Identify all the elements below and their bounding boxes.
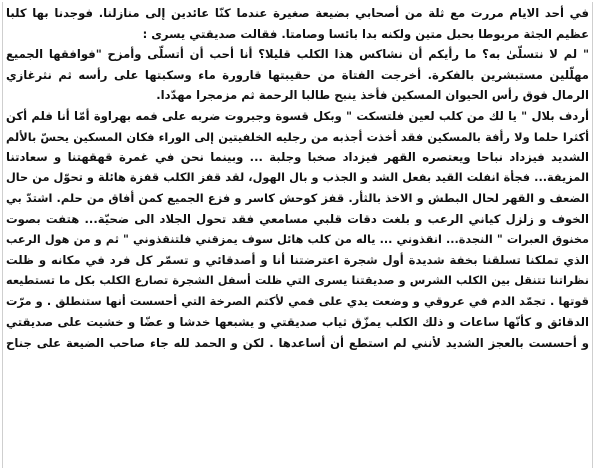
text-line-9: المزيفة... فجأة انفلت القيد بفعل الشد و الجذب و بال الهول، لقد قفز الكلب قفزة هائلة و تحوّل من حال xyxy=(6,170,589,184)
text-line-1: في أحد الايام مررت مع ثلة من أصحابي بضيعة صغيرة عندما كنّا عائدين إلى منازلنا. فوجدنا بها كلبا xyxy=(6,6,589,20)
text-line-4: مهلّلين مستبشرين بالفكرة. أخرجت الفتاة من حقيبتها قارورة ماء وسكبتها على رأسه ثم نثرغازي xyxy=(6,67,589,82)
text-line-6: أردف بلال " يا لك من كلب لعين فلتسكت " وبكل قسوة وجبروت ضربه على فمه بهراوة أمّا أنا فلم أكن xyxy=(6,108,589,123)
text-line-16: الدقائق و كأنّها ساعات و ذلك الكلب يمزّق ثياب صديقتي و يشبعها خدشا و عضّا و خشيت على صديقتي xyxy=(6,314,589,329)
text-line-5: الرمال فوق رأس الحيوان المسكين فأخذ ينبح طالبا الرحمة ثم مزمجرا مهدّدا. xyxy=(156,88,589,103)
text-line-13: الذي تملكنا تسلقنا بخفة شديدة أول شجرة اعترضتنا أنا و أصدقائي و تسمّر كل فرد في مكانه و ظلت xyxy=(6,253,589,268)
text-line-14: نظراتنا تتنقل بين الكلب الشرس و صديقتنا يسرى التي ظلت أسفل الشجرة تصارع الكلب بكل ما تستطيعه xyxy=(6,273,589,287)
text-line-11: الخوف و زلزل كياني الرعب و بلغت دقات قلبي مسامعي فقد تحول الجلاد الى ضحيّة... هتفت بصوت xyxy=(6,211,589,226)
text-line-7: أكثرا حلما ولا رأفة بالمسكين فقد أخذت أجذبه من رجليه الخلفيتين إلى الوراء فكان المسكين يحسّ بالألم xyxy=(6,129,589,144)
text-line-3: " لم لا نتسلّىٰ به؟ ما رأيكم أن نشاكس هذا الكلب قليلا؟ أنا أحب أن أتسلّى وأمزح "فوافقها الجميع xyxy=(6,47,589,62)
text-line-12: مخنوق العبرات " النجدة... انقذوني ... ياله من كلب هائل سوف يمزقني فلتنقذوني " ثم و من هول الرعب xyxy=(6,232,589,246)
text-line-2: عظيم الجثة مربوطا بحبل متين ولكنه بدا بائسا وصامتا. فقالت صديقتي يسرى : xyxy=(142,26,589,41)
story-text xyxy=(6,3,589,353)
text-line-17: و أحسست بالعجز الشديد لأنني لم استطع أن أساعدها . لكن و الحمد لله جاء صاحب الضيعة على جناح xyxy=(6,335,589,350)
text-line-15: قوتها . تجمّد الدم في عروقي و وضعت يدي على فمي لأكتم الصرخة التي أحسست أنها ستنطلق . و مرّت xyxy=(6,294,589,309)
text-line-8: الشديد فيزداد نباحا ويعتصره القهر فيزداد صخبا وجلبة ... وبينما نحن في غمرة قهقهتنا و سعادتنا xyxy=(6,150,589,165)
text-line-10: الضعف و القهر لحال البطش و الاخذ بالثأر. قفز كوحش كاسر و فزع الجميع كمن أفاق من حلم. اشتدّ بي xyxy=(6,191,589,206)
